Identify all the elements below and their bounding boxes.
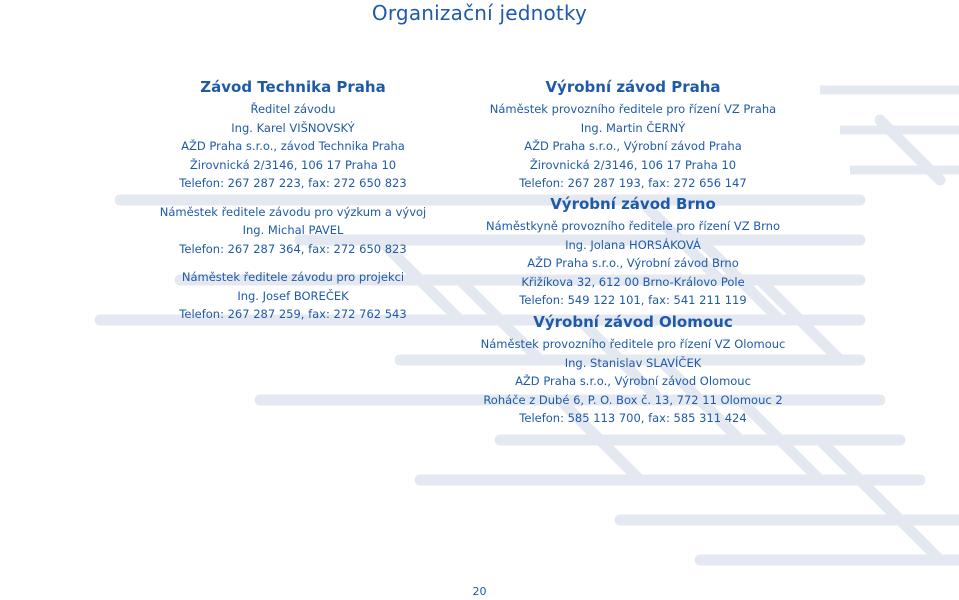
section-vyrobni-zavod-brno (480, 195, 786, 310)
director-address: Žirovnická 2/3146, 106 17 Praha 10 (189, 157, 397, 172)
page-number: 20 (472, 585, 487, 598)
brno-company: AŽD Praha s.r.o., Výrobní závod Brno (527, 256, 739, 270)
deputy-research-phone: Telefon: 267 287 364, fax: 272 650 823 (179, 241, 407, 256)
section-heading: Výrobní závod Praha (545, 78, 721, 96)
olomouc-address: Roháče z Dubé 6, P. O. Box č. 13, 772 11 Olomouc 2 (483, 392, 783, 407)
brno-name: Ing. Jolana HORSÁKOVÁ (565, 237, 701, 252)
section-vyrobni-zavod-olomouc (480, 313, 786, 428)
section-heading: Závod Technika Praha (200, 78, 386, 96)
deputy-projects-name: Ing. Josef BOREČEK (237, 288, 349, 303)
praha-name: Ing. Martin ČERNÝ (580, 120, 686, 135)
deputy-research (140, 203, 446, 259)
olomouc-phone: Telefon: 585 113 700, fax: 585 311 424 (519, 411, 747, 425)
section-heading: Výrobní závod Brno (550, 195, 716, 213)
brno-phone: Telefon: 549 122 101, fax: 541 211 119 (519, 293, 747, 307)
section-heading: Výrobní závod Olomouc (533, 313, 733, 331)
director-role: Ředitel závodu (250, 102, 336, 116)
praha-company: AŽD Praha s.r.o., Výrobní závod Praha (524, 139, 742, 153)
praha-phone: Telefon: 267 287 193, fax: 272 656 147 (519, 176, 747, 190)
olomouc-role: Náměstek provozního ředitele pro řízení VZ Olomouc (480, 337, 786, 351)
deputy-projects-phone: Telefon: 267 287 259, fax: 272 762 543 (179, 307, 407, 321)
section-vyrobni-zavod-praha (480, 78, 786, 193)
deputy-projects-role: Náměstek ředitele závodu pro projekci (181, 270, 405, 284)
olomouc-name: Ing. Stanislav SLAVÍČEK (564, 355, 702, 370)
section-technika-praha (140, 78, 446, 324)
page-title: Organizační jednotky (371, 1, 588, 25)
director-name: Ing. Karel VIŠNOVSKÝ (231, 120, 355, 135)
brno-role: Náměstkyně provozního ředitele pro řízení VZ Brno (486, 219, 780, 233)
deputy-projects (140, 268, 446, 324)
olomouc-company: AŽD Praha s.r.o., Výrobní závod Olomouc (515, 374, 751, 388)
director-phone: Telefon: 267 287 223, fax: 272 650 823 (179, 176, 407, 190)
praha-address: Žirovnická 2/3146, 106 17 Praha 10 (529, 157, 737, 172)
deputy-research-role: Náměstek ředitele závodu pro výzkum a vývoj (159, 204, 427, 219)
deputy-research-name: Ing. Michal PAVEL (242, 223, 344, 237)
director-company: AŽD Praha s.r.o., závod Technika Praha (181, 139, 405, 153)
praha-role: Náměstek provozního ředitele pro řízení VZ Praha (489, 102, 777, 116)
brno-address: Křižíkova 32, 612 00 Brno-Královo Pole (521, 274, 745, 289)
